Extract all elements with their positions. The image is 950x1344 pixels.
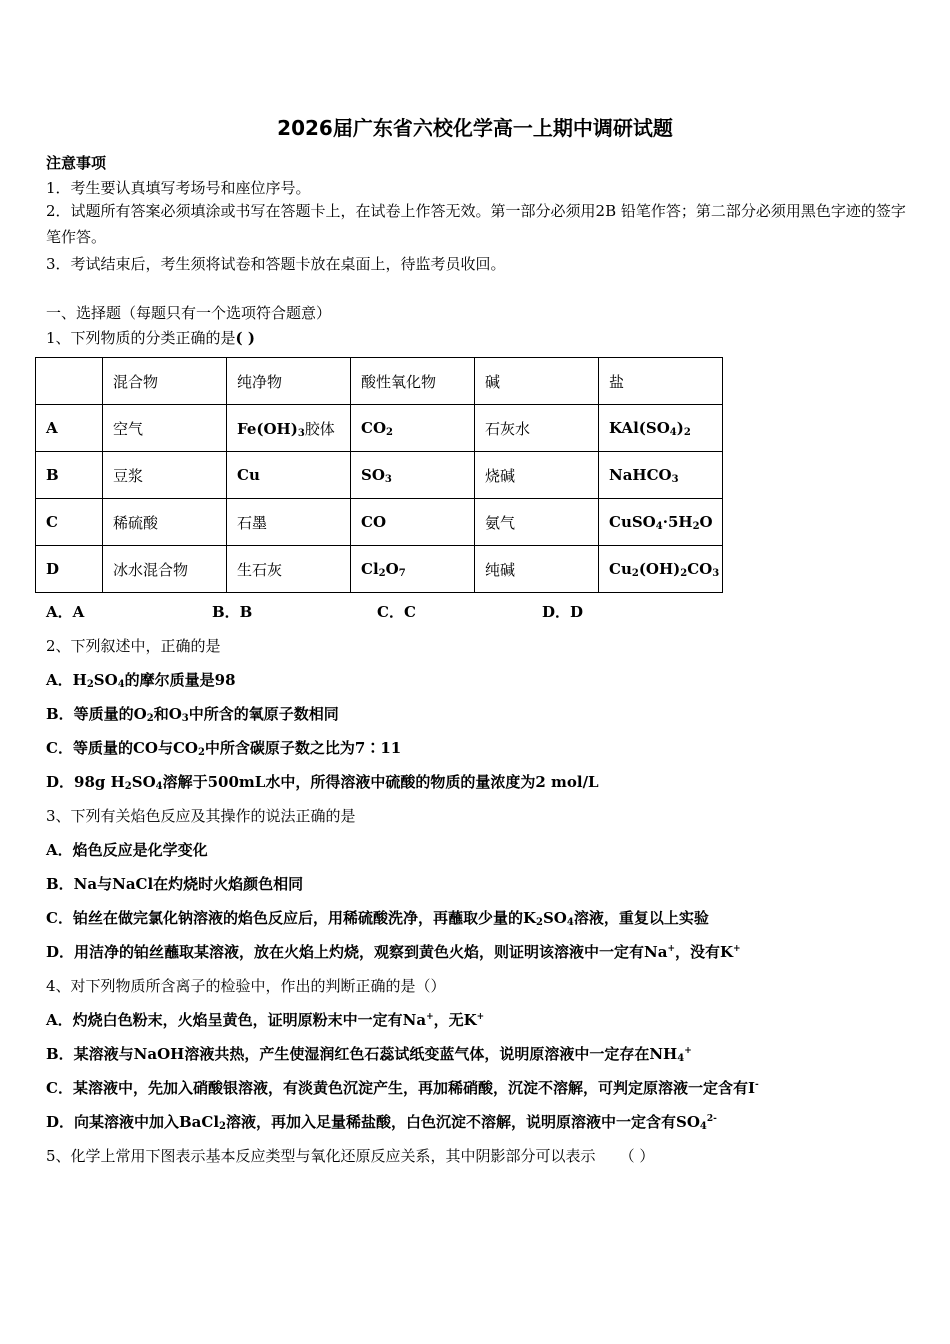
- salt-cell: $KAl(SO_4)_2$: [599, 405, 723, 452]
- q4-option-b: B．某溶液与NaOH溶液共热，产生使湿润红色石蕊试纸变蓝气体，说明原溶液中一定存在$NH_4^+$: [46, 1045, 692, 1064]
- page-title: 2026届广东省六校化学高一上期中调研试题: [277, 116, 673, 140]
- mixture-cell: 豆浆: [103, 452, 227, 499]
- table-row: [36, 499, 723, 546]
- q1-option-d: D．D: [542, 603, 584, 621]
- table-header-cell: 酸性氧化物: [351, 358, 475, 405]
- salt-cell: $Cu_2(OH)_2CO_3$: [599, 546, 723, 593]
- table-header-cell: 盐: [599, 358, 723, 405]
- acidic-oxide-cell: $Cl_2O_7$: [351, 546, 475, 593]
- base-cell: 烧碱: [475, 452, 599, 499]
- mixture-cell: 冰水混合物: [103, 546, 227, 593]
- table-header-cell: 纯净物: [227, 358, 351, 405]
- pure-substance-cell: $Fe(OH)_3$胶体: [227, 405, 351, 452]
- q1-option-a: A．A: [46, 603, 85, 621]
- row-label: A: [36, 405, 103, 452]
- notice-item-2: 2．试题所有答案必须填涂或书写在答题卡上，在试卷上作答无效。第一部分必须用2B 铅笔作答；第二部分必须用黑色字迹的签字笔作答。: [46, 202, 906, 246]
- acidic-oxide-cell: $CO_2$: [351, 405, 475, 452]
- pure-substance-cell: Cu: [227, 452, 351, 499]
- mixture-cell: 稀硫酸: [103, 499, 227, 546]
- base-cell: 纯碱: [475, 546, 599, 593]
- row-label: D: [36, 546, 103, 593]
- notice-item-1: 1．考生要认真填写考场号和座位序号。: [46, 179, 311, 197]
- q2-option-a: A．$H_2SO_4$的摩尔质量是98: [46, 671, 236, 690]
- row-label: C: [36, 499, 103, 546]
- q2-option-b: B．等质量的$O_2$和$O_3$中所含的氧原子数相同: [46, 705, 339, 724]
- base-cell: 石灰水: [475, 405, 599, 452]
- q4-option-a: A．灼烧白色粉末，火焰呈黄色，证明原粉末中一定有Na+，无K+: [46, 1011, 485, 1029]
- q1-option-b: B．B: [212, 603, 253, 621]
- pure-substance-cell: 石墨: [227, 499, 351, 546]
- question-1-text: 1、下列物质的分类正确的是: [46, 329, 236, 347]
- q4-option-d: D．向某溶液中加入BaCl$_2$溶液，再加入足量稀盐酸，白色沉淀不溶解，说明原溶液中一定含有$SO_4^{2-}$: [46, 1113, 717, 1132]
- table-row: [36, 546, 723, 593]
- question-2-stem: 2、下列叙述中，正确的是: [46, 637, 221, 655]
- section-heading: 一、选择题（每题只有一个选项符合题意）: [46, 304, 332, 322]
- table-row: [36, 452, 723, 499]
- salt-cell: $CuSO_4\cdot 5H_2O$: [599, 499, 723, 546]
- q3-option-a: A．焰色反应是化学变化: [46, 841, 208, 859]
- question-1-stem: [46, 327, 255, 348]
- table-header-cell: 混合物: [103, 358, 227, 405]
- pure-substance-cell: 生石灰: [227, 546, 351, 593]
- table-header-row: [36, 358, 723, 405]
- q3-option-c: C．铂丝在做完氯化钠溶液的焰色反应后，用稀硫酸洗净，再蘸取少量的$K_2SO_4$溶液，重复以上实验: [46, 909, 709, 928]
- mixture-cell: 空气: [103, 405, 227, 452]
- notice-heading: 注意事项: [46, 154, 107, 172]
- question-1-paren: ( ): [235, 329, 255, 347]
- base-cell: 氨气: [475, 499, 599, 546]
- q3-option-b: B．Na与NaCl在灼烧时火焰颜色相同: [46, 875, 304, 893]
- table-header-cell: 碱: [475, 358, 599, 405]
- classification-table: [35, 357, 723, 593]
- q2-option-c: C．等质量的CO与$CO_2$中所含碳原子数之比为7∶11: [46, 739, 402, 758]
- table-header-cell: [36, 358, 103, 405]
- table-row: [36, 405, 723, 452]
- q2-option-d: D．98g $H_2SO_4$溶解于500mL水中，所得溶液中硫酸的物质的量浓度为2 mol/L: [46, 773, 599, 792]
- q1-option-c: C．C: [377, 603, 416, 621]
- acidic-oxide-cell: CO: [351, 499, 475, 546]
- question-3-stem: 3、下列有关焰色反应及其操作的说法正确的是: [46, 807, 356, 825]
- q3-option-d: D．用洁净的铂丝蘸取某溶液，放在火焰上灼烧，观察到黄色火焰，则证明该溶液中一定有Na+，没有K+: [46, 943, 741, 961]
- salt-cell: NaHCO$_3$: [599, 452, 723, 499]
- notice-item-3: 3．考试结束后，考生须将试卷和答题卡放在桌面上，待监考员收回。: [46, 255, 506, 273]
- q4-option-c: C．某溶液中，先加入硝酸银溶液，有淡黄色沉淀产生，再加稀硝酸，沉淀不溶解，可判定原溶液一定含有I-: [46, 1079, 759, 1097]
- question-5-stem: 5、化学上常用下图表示基本反应类型与氧化还原反应关系，其中阴影部分可以表示 （ ）: [46, 1147, 655, 1165]
- question-4-stem: 4、对下列物质所含离子的检验中，作出的判断正确的是（）: [46, 977, 446, 995]
- row-label: B: [36, 452, 103, 499]
- acidic-oxide-cell: $SO_3$: [351, 452, 475, 499]
